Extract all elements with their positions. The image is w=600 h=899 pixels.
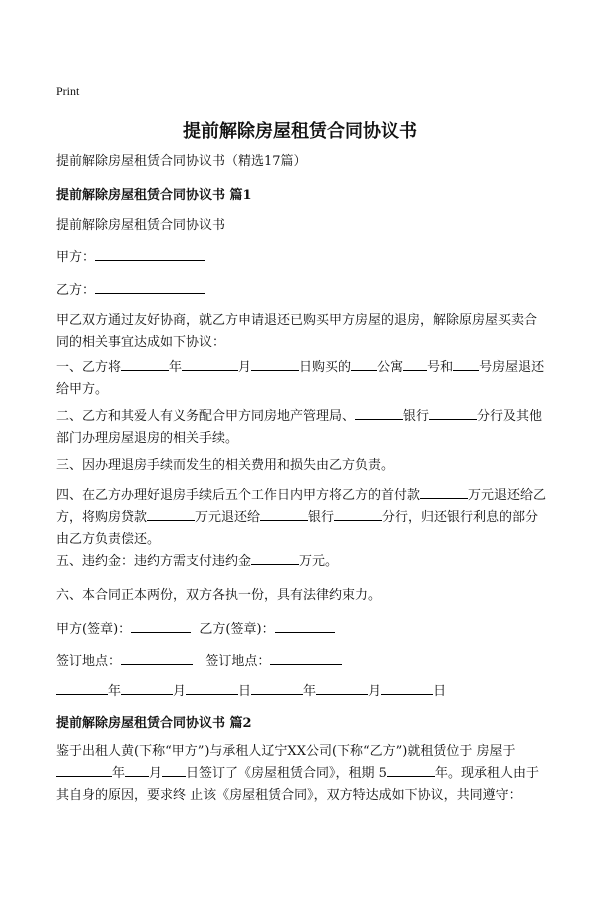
sign-a-label: 甲方(签章)： [56,622,132,637]
clause-4-text: 银行 [308,510,335,525]
section2-heading: 提前解除房屋租赁合同协议书 篇2 [56,716,252,731]
sign-b-label: 乙方(签章)： [199,622,275,637]
place-2-label: 签订地点： [205,654,271,669]
place-1-label: 签订地点： [56,654,122,669]
blank [121,682,173,695]
sign-b-blank [275,620,335,633]
blank [182,358,238,371]
clause-5-text: 五、违约金：违约方需支付违约金 [56,554,252,569]
blank [121,358,169,371]
intro-text: 提前解除房屋租赁合同协议书（精选17篇） [56,154,307,169]
preamble: 甲乙双方通过友好协商，就乙方申请退还已购买甲方房屋的退房，解除原房屋买卖合同的相关事宜达成如下协议： [56,313,538,350]
party-a-line [56,247,548,269]
clause-1-text: 号和 [427,360,454,375]
blank [351,358,377,371]
blank [429,407,477,420]
blank [381,682,433,695]
clause-2-text: 银行 [403,409,430,424]
date-unit: 年 [303,684,317,699]
party-b-label: 乙方： [56,283,96,298]
print-link[interactable]: Print [56,84,80,98]
section1-subtitle: 提前解除房屋租赁合同协议书 [56,218,226,233]
place-2-blank [270,652,342,665]
date-unit: 月 [173,684,187,699]
clause-5-text: 万元。 [299,554,339,569]
clause-4 [56,485,548,551]
clause-1-text: 年 [169,360,183,375]
clause-1 [56,357,548,401]
blank [56,682,108,695]
blank [125,764,149,777]
date-line [56,681,548,703]
party-a-blank [95,248,205,261]
blank [403,358,427,371]
clause-6: 六、本合同正本两份，双方各执一份，具有法律约束力。 [56,588,382,603]
clause-1-text: 公寓 [377,360,404,375]
blank [260,508,308,521]
place-1-blank [121,652,193,665]
blank [162,764,186,777]
section2-text: 鉴于出租人黄(下称“甲方”)与承租人辽宁XX公司(下称“乙方”)就租赁位于 房屋于 [56,744,516,759]
date-unit: 月 [368,684,382,699]
clause-2-text: 分行及其他部门办理房屋退房的相关手续。 [56,409,543,446]
blank [251,358,299,371]
blank [186,682,238,695]
blank [453,358,479,371]
clause-4-text: 分行，归还银行利息的部分由乙方负责偿还。 [56,510,539,547]
clause-3: 三、因办理退房手续而发生的相关费用和损失由乙方负责。 [56,458,395,473]
blank [316,682,368,695]
clause-2-text: 二、乙方和其爱人有义务配合甲方同房地产管理局、 [56,409,356,424]
section2-text: 日签订了《房屋租赁合同》，租期 5 [186,766,387,781]
blank [251,682,303,695]
blank [56,764,112,777]
section1-heading: 提前解除房屋租赁合同协议书 篇1 [56,188,252,203]
sign-a-blank [131,620,191,633]
party-b-blank [95,281,205,294]
clause-5 [56,551,548,573]
clause-1-text: 日购买的 [299,360,352,375]
section2-text: 月 [149,766,163,781]
blank [147,508,195,521]
section2-paragraph [56,741,548,807]
clause-4-text: 四、在乙方办理好退房手续后五个工作日内甲方将乙方的首付款 [56,488,421,503]
party-b-line [56,280,548,302]
clause-1-text: 月 [238,360,252,375]
blank [420,486,468,499]
blank [334,508,382,521]
clause-4-text: 万元退还给乙方，将购房贷款 [56,488,547,525]
date-unit: 日 [238,684,252,699]
clause-2 [56,406,548,450]
clause-4-text: 万元退还给 [195,510,261,525]
clause-1-text: 一、乙方将 [56,360,122,375]
blank [387,764,435,777]
party-a-label: 甲方： [56,250,96,265]
section2-text: 年。现承租人由于其自身的原因，要求终 止该《房屋租赁合同》，双方特达成如下协议，共同遵守： [56,766,539,803]
clause-1-text: 号房屋退还给甲方。 [56,360,545,397]
blank [251,552,299,565]
date-unit: 日 [433,684,447,699]
section2-text: 年 [112,766,126,781]
document-title: 提前解除房屋租赁合同协议书 [183,121,417,142]
blank [355,407,403,420]
signature-line [56,619,548,641]
place-line [56,651,548,673]
date-unit: 年 [108,684,122,699]
